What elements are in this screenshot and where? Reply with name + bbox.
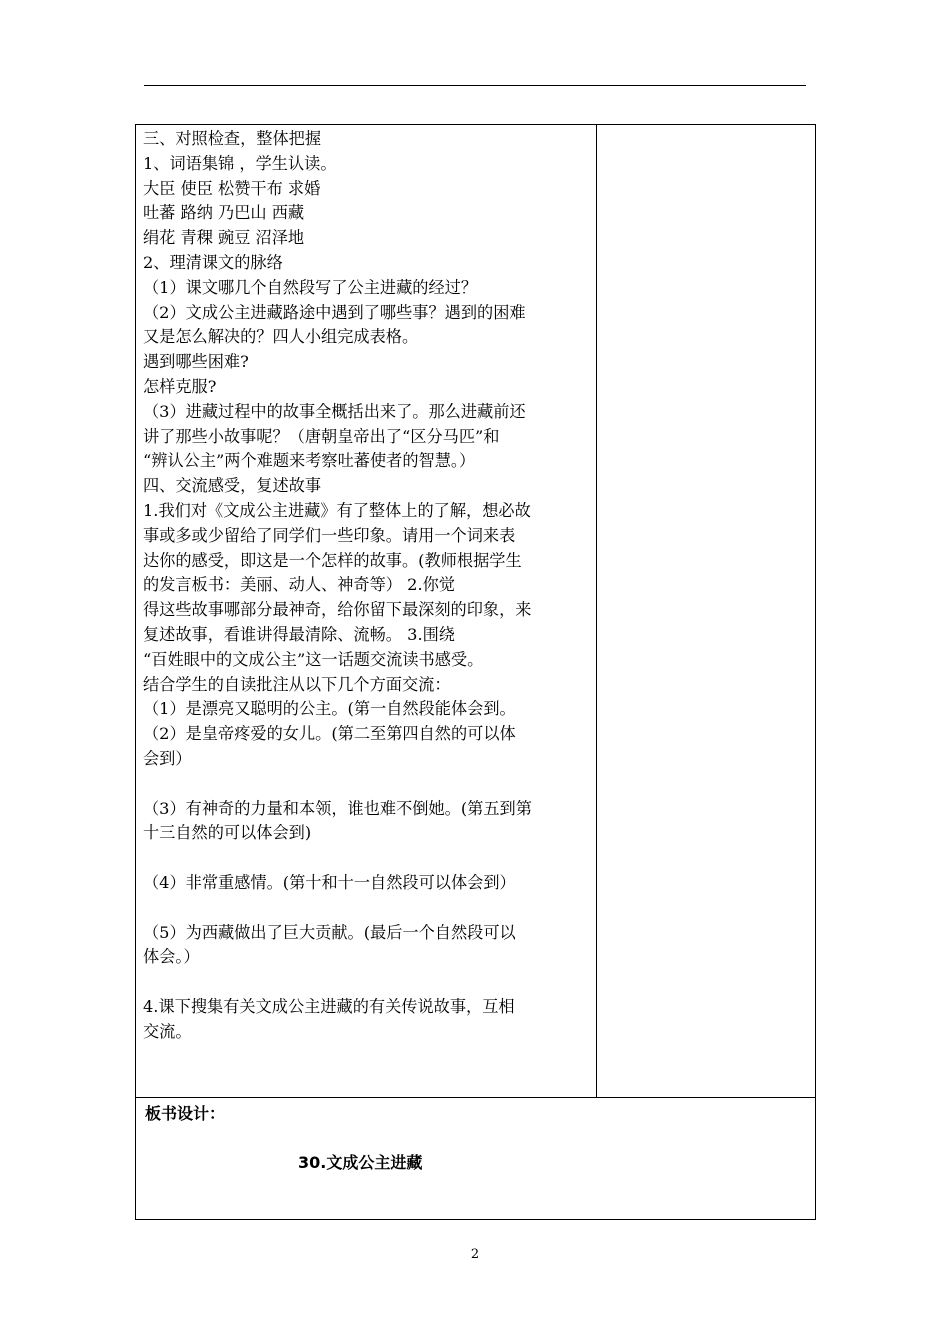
blank-line	[143, 970, 593, 995]
lesson-line: 得这些故事哪部分最神奇，给你留下最深刻的印象，来	[143, 600, 532, 620]
lesson-line: 大臣 使臣 松赞干布 求婚	[143, 178, 321, 198]
blank-line	[143, 896, 593, 921]
lesson-line: （4）非常重感情。(第十和十一自然段可以体会到）	[143, 872, 516, 892]
lesson-line: 交流。	[143, 1021, 192, 1041]
lesson-content	[143, 127, 593, 1044]
lesson-line: （2）是皇帝疼爱的女儿。(第二至第四自然的可以体	[143, 724, 516, 744]
lesson-line: “百姓眼中的文成公主”这一话题交流读书感受。	[143, 649, 484, 669]
lesson-line: （2）文成公主进藏路途中遇到了哪些事？遇到的困难	[143, 302, 526, 322]
lesson-line: （3）有神奇的力量和本领，谁也难不倒她。(第五到第	[143, 798, 532, 818]
lesson-line: 结合学生的自读批注从以下几个方面交流：	[143, 674, 451, 694]
lesson-line: 复述故事，看谁讲得最清除、流畅。 3.围绕	[143, 624, 455, 644]
lesson-line: 四、交流感受，复述故事	[143, 476, 322, 496]
lesson-line: 的发言板书：美丽、动人、神奇等） 2.你觉	[143, 575, 455, 595]
lesson-line: 达你的感受，即这是一个怎样的故事。(教师根据学生	[143, 550, 522, 570]
board-design-heading: 30.文成公主进藏	[298, 1153, 423, 1172]
lesson-line: 2、理清课文的脉络	[143, 252, 283, 272]
lesson-line: （3）进藏过程中的故事全概括出来了。那么进藏前还	[143, 401, 526, 421]
lesson-line: “辨认公主”两个难题来考察吐蕃使者的智慧。）	[143, 451, 476, 471]
lesson-line: 又是怎么解决的？四人小组完成表格。	[143, 327, 419, 347]
board-design-title: 板书设计：	[145, 1104, 226, 1123]
lesson-line: 三、对照检查，整体把握	[143, 129, 322, 148]
lesson-line: 4.课下搜集有关文成公主进藏的有关传说故事，互相	[143, 996, 515, 1016]
header-rule	[144, 85, 806, 86]
lesson-line: （1）是漂亮又聪明的公主。(第一自然段能体会到。	[143, 699, 516, 719]
lesson-line: 十三自然的可以体会到)	[143, 823, 312, 843]
lesson-line: （1）课文哪几个自然段写了公主进藏的经过？	[143, 277, 478, 297]
lesson-line: 1.我们对《文成公主进藏》有了整体上的了解，想必故	[143, 500, 531, 520]
blank-line	[143, 846, 593, 871]
lesson-line: 遇到哪些困难?	[143, 352, 249, 372]
lesson-line: 怎样克服?	[143, 376, 217, 396]
lesson-line: 绢花 青稞 豌豆 沼泽地	[143, 228, 305, 248]
lesson-line: 1、词语集锦 ，学生认读。	[143, 153, 337, 173]
blank-line	[143, 772, 593, 797]
lesson-line: 吐蕃 路纳 乃巴山 西藏	[143, 203, 305, 223]
lesson-table	[135, 124, 816, 1220]
lesson-line: 会到）	[143, 748, 192, 768]
page-number: 2	[470, 1247, 480, 1262]
lesson-line: 事或多或少留给了同学们一些印象。请用一个词来表	[143, 525, 516, 545]
board-design-cell	[136, 1098, 815, 1219]
lesson-line: 体会。）	[143, 947, 200, 967]
lesson-content-cell	[136, 125, 597, 1097]
lesson-line: 讲了那些小故事呢？（唐朝皇帝出了“区分马匹”和	[143, 426, 500, 446]
notes-cell	[597, 125, 815, 1097]
lesson-line: （5）为西藏做出了巨大贡献。(最后一个自然段可以	[143, 922, 516, 942]
